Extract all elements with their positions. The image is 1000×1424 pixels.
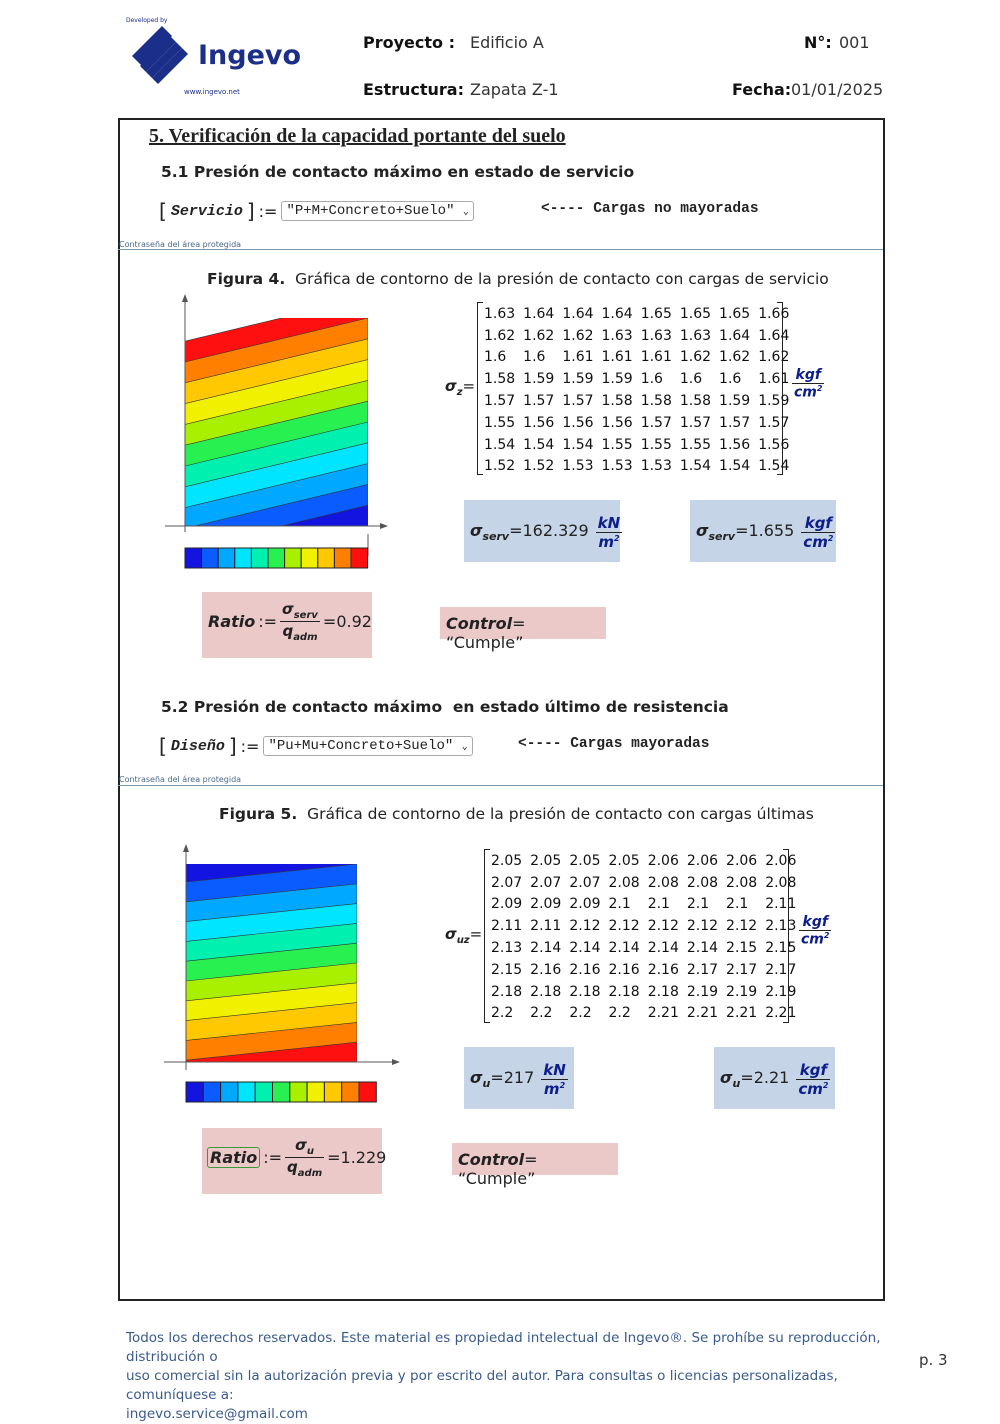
legend-swatch — [301, 548, 318, 568]
matrix-cell: 1.6 — [484, 349, 507, 366]
footer-email[interactable]: ingevo.service@gmail.com — [126, 1406, 308, 1422]
matrix-cell: 2.1 — [647, 896, 670, 913]
legend-swatch — [186, 1082, 203, 1102]
matrix-cell: 1.62 — [758, 349, 790, 366]
matrix-cell: 1.57 — [640, 414, 672, 431]
s51-title: 5.1 Presión de contacto máximo en estado de servicio — [161, 163, 635, 181]
matrix-cell: 1.61 — [640, 349, 672, 366]
s51-sigma-kgf-box: $\sigma_{serv}=1.655$ $\frac{\text{kgf}}{cm^2}$ — [690, 500, 836, 562]
matrix-cell: 1.56 — [601, 414, 633, 431]
s51-protected-label: Contraseña del área protegida — [119, 240, 242, 249]
matrix-cell: 2.08 — [726, 874, 758, 891]
matrix-cell: 1.57 — [562, 393, 594, 410]
matrix-cell: 1.57 — [758, 414, 790, 431]
matrix-row — [487, 937, 800, 959]
matrix-cell: 1.6 — [640, 371, 663, 388]
s51-definition: [ Servicio ] := "P+M+Concreto+Suelo" ⌄ — [159, 199, 474, 223]
matrix-cell: 2.12 — [569, 918, 601, 935]
matrix-cell: 1.62 — [679, 349, 712, 366]
matrix-row — [480, 434, 793, 456]
matrix-cell: 1.61 — [601, 349, 633, 366]
s51-var-name: Servicio — [170, 202, 243, 220]
matrix-cell: 2.05 — [608, 852, 640, 869]
matrix-cell: 2.21 — [686, 1005, 719, 1022]
s52-definition: [ Diseño ] := "Pu+Mu+Concreto+Suelo" ⌄ — [159, 734, 473, 758]
matrix-cell: 2.06 — [686, 852, 719, 869]
matrix-cell: 1.65 — [719, 305, 751, 322]
matrix-cell: 1.53 — [601, 458, 633, 475]
legend-swatch — [359, 1082, 376, 1102]
matrix-cell: 2.06 — [726, 852, 758, 869]
matrix-cell: 1.57 — [679, 414, 712, 431]
s52-matrix-unit: $\frac{\text{kgf}}{cm^2}$ — [801, 914, 830, 948]
matrix-cell: 1.59 — [719, 393, 751, 410]
s51-control-box: Control= “Cumple” — [440, 607, 606, 639]
matrix-cell: 2.18 — [608, 983, 640, 1000]
website-link[interactable]: www.ingevo.net — [184, 88, 240, 96]
matrix-row — [480, 368, 793, 390]
matrix-cell: 2.19 — [765, 983, 797, 1000]
matrix-cell: 2.18 — [491, 983, 523, 1000]
matrix-cell: 2.08 — [686, 874, 719, 891]
matrix-cell: 2.09 — [530, 896, 562, 913]
matrix-row — [487, 959, 800, 981]
figure-5-contour-plot — [160, 840, 410, 1110]
matrix-cell: 1.54 — [484, 436, 516, 453]
matrix-cell: 1.58 — [484, 371, 516, 388]
matrix-row — [487, 872, 800, 894]
matrix-cell: 1.65 — [640, 305, 672, 322]
matrix-row — [487, 850, 800, 872]
matrix-cell: 2.09 — [491, 896, 523, 913]
matrix-cell: 2.14 — [608, 940, 640, 957]
legend-swatch — [324, 1082, 341, 1102]
legend-swatch — [318, 548, 335, 568]
fecha-label: Fecha: — [732, 80, 792, 99]
matrix-cell: 1.56 — [562, 414, 594, 431]
legend-swatch — [202, 548, 219, 568]
s52-note: <---- Cargas mayoradas — [518, 736, 710, 752]
matrix-cell: 2.12 — [686, 918, 719, 935]
matrix-cell: 2.17 — [686, 961, 719, 978]
matrix-cell: 2.17 — [765, 961, 797, 978]
s51-pressure-matrix — [480, 303, 793, 477]
matrix-cell: 2.05 — [491, 852, 523, 869]
matrix-cell: 2.11 — [530, 918, 562, 935]
matrix-cell: 2.1 — [608, 896, 631, 913]
matrix-row — [480, 325, 793, 347]
matrix-cell: 2.19 — [686, 983, 719, 1000]
matrix-cell: 2.18 — [569, 983, 601, 1000]
proyecto-value: Edificio A — [470, 33, 544, 52]
s51-assign: := — [258, 201, 278, 221]
fecha-value: 01/01/2025 — [791, 80, 884, 99]
matrix-cell: 2.13 — [765, 918, 797, 935]
s52-pressure-matrix — [487, 850, 800, 1024]
matrix-cell: 1.52 — [523, 458, 555, 475]
matrix-cell: 1.64 — [719, 327, 751, 344]
legend-swatch — [251, 548, 268, 568]
legend-swatch — [185, 548, 202, 568]
matrix-cell: 1.61 — [562, 349, 594, 366]
s52-ratio-highlight[interactable]: Ratio — [207, 1147, 260, 1168]
matrix-cell: 1.64 — [758, 327, 790, 344]
proyecto-label: Proyecto : — [363, 33, 455, 52]
figure-4-contour-plot — [160, 294, 400, 574]
legend-swatch — [307, 1082, 324, 1102]
matrix-cell: 1.65 — [679, 305, 712, 322]
matrix-cell: 2.19 — [726, 983, 758, 1000]
matrix-cell: 2.1 — [686, 896, 710, 913]
matrix-cell: 1.57 — [484, 393, 516, 410]
matrix-cell: 1.64 — [601, 305, 633, 322]
matrix-cell: 1.59 — [758, 393, 790, 410]
s52-ratio-box: Ratio := $\frac{\sigma_u}{q_{adm}}$ =1.229 — [202, 1128, 382, 1194]
matrix-cell: 1.55 — [601, 436, 633, 453]
legend-swatch — [238, 1082, 255, 1102]
matrix-cell: 1.53 — [640, 458, 672, 475]
matrix-row — [480, 347, 793, 369]
s52-sigma-kn-box: $\sigma_u=217$ $\frac{kN}{m^2}$ — [464, 1047, 574, 1109]
s51-matrix-label: $\sigma_z=$ — [445, 377, 476, 398]
legend-swatch — [290, 1082, 307, 1102]
matrix-cell: 1.54 — [562, 436, 594, 453]
s52-protected-label: Contraseña del área protegida — [119, 775, 242, 784]
matrix-cell: 2.2 — [569, 1005, 592, 1022]
s52-var-name: Diseño — [170, 737, 225, 755]
matrix-cell: 1.58 — [640, 393, 672, 410]
matrix-cell: 2.16 — [530, 961, 562, 978]
s52-matrix-label: $\sigma_{uz}=$ — [445, 925, 483, 946]
matrix-cell: 2.08 — [765, 874, 797, 891]
matrix-cell: 1.66 — [758, 305, 790, 322]
matrix-cell: 1.62 — [484, 327, 516, 344]
matrix-cell: 2.05 — [569, 852, 601, 869]
matrix-cell: 1.56 — [719, 436, 751, 453]
matrix-cell: 1.57 — [523, 393, 555, 410]
matrix-row — [480, 303, 793, 325]
matrix-cell: 1.62 — [719, 349, 751, 366]
s51-note: <---- Cargas no mayoradas — [541, 201, 759, 217]
legend-swatch — [273, 1082, 290, 1102]
matrix-cell: 2.13 — [491, 940, 523, 957]
matrix-cell: 1.56 — [758, 436, 790, 453]
matrix-cell: 1.58 — [601, 393, 633, 410]
matrix-cell: 2.15 — [726, 940, 758, 957]
matrix-cell: 2.07 — [491, 874, 523, 891]
matrix-cell: 2.21 — [726, 1005, 758, 1022]
matrix-cell: 1.54 — [679, 458, 712, 475]
matrix-cell: 2.06 — [765, 852, 797, 869]
legend-swatch — [221, 1082, 238, 1102]
matrix-cell: 2.08 — [608, 874, 640, 891]
matrix-cell: 2.18 — [647, 983, 679, 1000]
figure-5-caption: Figura 5. Gráfica de contorno de la presión de contacto con cargas últimas — [219, 805, 814, 823]
matrix-cell: 2.21 — [765, 1005, 797, 1022]
matrix-cell: 2.12 — [726, 918, 758, 935]
matrix-cell: 1.57 — [719, 414, 751, 431]
legend-swatch — [268, 548, 285, 568]
matrix-cell: 2.21 — [647, 1005, 679, 1022]
matrix-cell: 2.09 — [569, 896, 601, 913]
matrix-cell: 1.55 — [484, 414, 516, 431]
matrix-cell: 2.15 — [491, 961, 523, 978]
figure-4-caption: Figura 4. Gráfica de contorno de la presión de contacto con cargas de servicio — [207, 270, 829, 288]
legend-swatch — [218, 548, 235, 568]
s52-protected-separator — [118, 785, 883, 786]
matrix-row — [487, 894, 800, 916]
matrix-cell: 1.54 — [758, 458, 790, 475]
s52-control-box: Control= “Cumple” — [452, 1143, 618, 1175]
numero-value: 001 — [839, 33, 870, 52]
s51-ratio-box: Ratio := $\frac{\sigma_{serv}}{q_{adm}}$ =0.92 — [202, 592, 372, 658]
legend-swatch — [342, 1082, 359, 1102]
matrix-cell: 1.58 — [679, 393, 712, 410]
developed-by: Developed by — [126, 17, 168, 24]
s52-title: 5.2 Presión de contacto máximo en estado último de resistencia — [161, 698, 729, 716]
s51-sigma-kn-box: $\sigma_{serv}=162.329$ $\frac{kN}{m^2}$ — [464, 500, 620, 562]
matrix-cell: 2.15 — [765, 940, 797, 957]
matrix-row — [487, 981, 800, 1003]
matrix-cell: 1.55 — [640, 436, 672, 453]
ingevo-logo-icon — [132, 26, 192, 84]
matrix-cell: 1.63 — [484, 305, 516, 322]
legend-swatch — [351, 548, 368, 568]
legend-swatch — [203, 1082, 220, 1102]
matrix-cell: 2.12 — [608, 918, 640, 935]
matrix-cell: 2.1 — [726, 896, 749, 913]
matrix-cell: 2.08 — [647, 874, 679, 891]
matrix-cell: 1.53 — [562, 458, 594, 475]
matrix-cell: 2.07 — [530, 874, 562, 891]
s51-load-select[interactable]: "P+M+Concreto+Suelo" ⌄ — [281, 201, 473, 221]
matrix-cell: 1.64 — [523, 305, 555, 322]
matrix-row — [480, 390, 793, 412]
matrix-cell: 1.54 — [523, 436, 555, 453]
s52-assign: := — [240, 736, 260, 756]
matrix-cell: 1.59 — [523, 371, 555, 388]
matrix-cell: 2.14 — [569, 940, 601, 957]
matrix-row — [480, 412, 793, 434]
s51-protected-separator — [118, 249, 883, 250]
matrix-cell: 1.55 — [679, 436, 712, 453]
matrix-cell: 1.6 — [679, 371, 703, 388]
matrix-cell: 1.63 — [640, 327, 672, 344]
matrix-cell: 2.2 — [530, 1005, 553, 1022]
matrix-row — [487, 915, 800, 937]
matrix-cell: 1.56 — [523, 414, 555, 431]
legend-swatch — [235, 548, 252, 568]
matrix-cell: 2.17 — [726, 961, 758, 978]
matrix-cell: 2.11 — [491, 918, 523, 935]
matrix-row — [480, 456, 793, 478]
matrix-cell: 1.59 — [601, 371, 633, 388]
chevron-down-icon: ⌄ — [461, 742, 468, 753]
footer-copyright: Todos los derechos reservados. Este material es propiedad intelectual de Ingevo®. Se prohíbe su reproducción, distribución o uso comercial sin la autorización previa y por escrito del autor. Para consultas o licencias personalizadas, comuníquese a: ingevo.service@gmail.com — [126, 1329, 886, 1424]
page-number: p. 3 — [919, 1351, 948, 1369]
matrix-cell: 1.62 — [562, 327, 594, 344]
matrix-cell: 1.52 — [484, 458, 516, 475]
matrix-cell: 2.07 — [569, 874, 601, 891]
matrix-cell: 2.14 — [647, 940, 679, 957]
matrix-cell: 1.63 — [601, 327, 633, 344]
matrix-cell: 2.2 — [608, 1005, 631, 1022]
matrix-cell: 2.16 — [647, 961, 679, 978]
matrix-cell: 2.14 — [686, 940, 719, 957]
legend-swatch — [334, 548, 351, 568]
s52-load-select[interactable]: "Pu+Mu+Concreto+Suelo" ⌄ — [263, 736, 472, 756]
matrix-cell: 2.16 — [569, 961, 601, 978]
matrix-cell: 1.63 — [679, 327, 712, 344]
matrix-cell: 1.64 — [562, 305, 594, 322]
s52-sigma-kgf-box: $\sigma_u=2.21$ $\frac{\text{kgf}}{cm^2}$ — [714, 1047, 835, 1109]
matrix-cell: 1.54 — [719, 458, 751, 475]
matrix-cell: 1.61 — [758, 371, 790, 388]
matrix-cell: 2.16 — [608, 961, 640, 978]
chevron-down-icon: ⌄ — [462, 207, 469, 218]
estructura-value: Zapata Z-1 — [470, 80, 559, 99]
s51-matrix-unit: $\frac{\text{kgf}}{cm^2}$ — [794, 367, 823, 401]
estructura-label: Estructura: — [363, 80, 464, 99]
matrix-cell: 2.2 — [491, 1005, 514, 1022]
matrix-row — [487, 1003, 800, 1025]
matrix-cell: 2.06 — [647, 852, 679, 869]
matrix-cell: 2.14 — [530, 940, 562, 957]
legend-swatch — [285, 548, 302, 568]
matrix-cell: 2.11 — [765, 896, 797, 913]
matrix-cell: 2.05 — [530, 852, 562, 869]
matrix-cell: 1.6 — [719, 371, 742, 388]
section-title: 5. Verificación de la capacidad portante del suelo — [149, 125, 566, 147]
brand-name: Ingevo — [198, 40, 302, 71]
matrix-cell: 1.59 — [562, 371, 594, 388]
legend-swatch — [255, 1082, 272, 1102]
matrix-cell: 2.12 — [647, 918, 679, 935]
numero-label: N°: — [804, 33, 832, 52]
matrix-cell: 2.18 — [530, 983, 562, 1000]
matrix-cell: 1.6 — [523, 349, 546, 366]
matrix-cell: 1.62 — [523, 327, 555, 344]
